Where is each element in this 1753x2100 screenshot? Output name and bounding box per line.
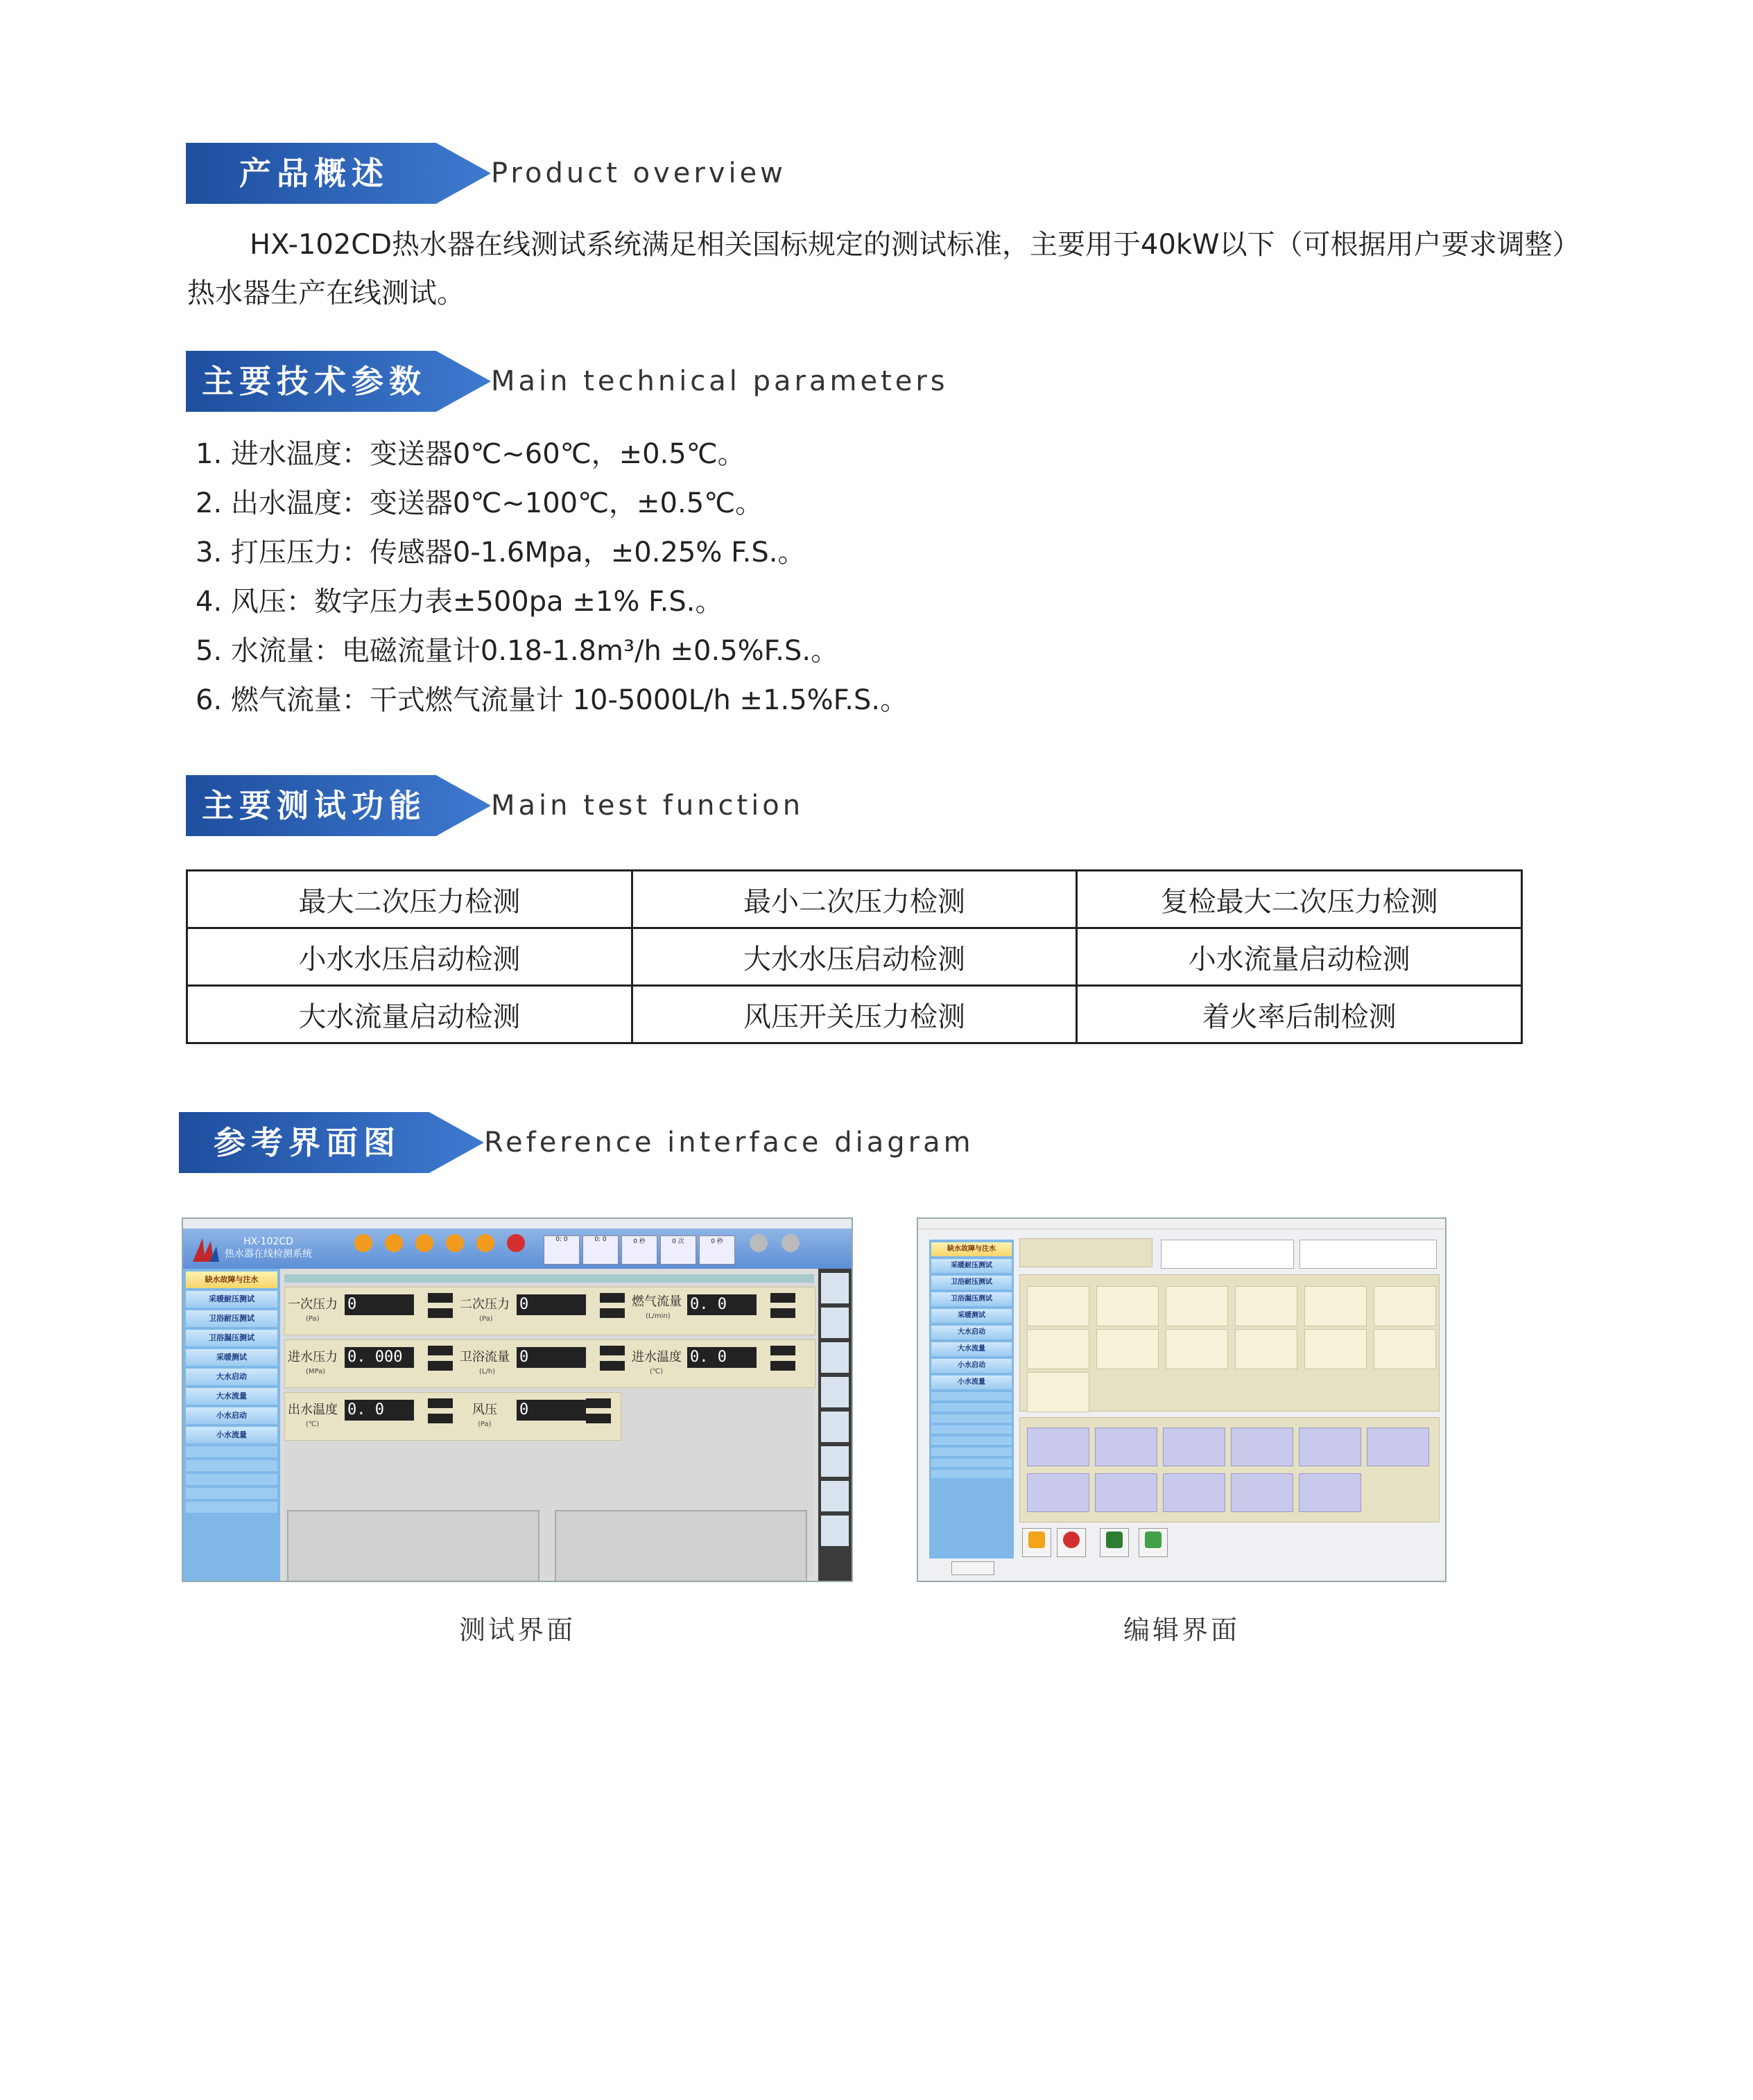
- limit-display: [600, 1361, 625, 1371]
- limit-display: [428, 1414, 453, 1423]
- reading-label: 进水温度: [632, 1350, 682, 1364]
- param-card: [1096, 1286, 1159, 1326]
- logo-icon: [190, 1234, 221, 1265]
- limit-card: [1163, 1428, 1225, 1466]
- param-item: 3. 打压压力：传感器0-1.6Mpa，±0.25% F.S.。: [196, 537, 806, 569]
- sidebar-empty-slot: [186, 1502, 277, 1513]
- sidebar-item[interactable]: 大水流量: [186, 1388, 277, 1405]
- limit-display: [770, 1346, 795, 1355]
- table-cell: 最大二次压力检测: [187, 871, 632, 928]
- timer-display: 0: 0: [582, 1235, 619, 1265]
- table-cell: 复检最大二次压力检测: [1077, 871, 1522, 928]
- log-box-right: [555, 1510, 807, 1582]
- sidebar-empty-slot: [186, 1488, 277, 1499]
- model-info-area: [1019, 1238, 1152, 1267]
- edit-sidebar: [929, 1240, 1014, 1559]
- sidebar-empty-slot: [931, 1414, 1012, 1423]
- params-subtitle: Main technical parameters: [491, 365, 949, 397]
- reading-display: 0. 000: [345, 1347, 414, 1368]
- parameter-area: [1019, 1274, 1440, 1412]
- param-card: [1096, 1329, 1159, 1369]
- table-cell: 最小二次压力检测: [632, 871, 1077, 928]
- limit-card: [1367, 1428, 1429, 1466]
- sidebar-item[interactable]: 大水启动: [931, 1326, 1012, 1339]
- param-card: [1027, 1329, 1089, 1369]
- param-card: [1235, 1329, 1297, 1369]
- functions-subtitle: Main test function: [491, 790, 804, 822]
- limit-card: [1027, 1473, 1089, 1512]
- table-row: [187, 986, 1522, 1043]
- sidebar-item[interactable]: 卫浴耐压测试: [186, 1310, 277, 1327]
- sidebar-item[interactable]: 采暖测试: [186, 1349, 277, 1366]
- sidebar-item[interactable]: 小水启动: [186, 1407, 277, 1424]
- limit-card: [1231, 1428, 1293, 1466]
- limit-display: [428, 1346, 453, 1355]
- reference-title: 参考界面图: [214, 1124, 401, 1161]
- limit-card: [1095, 1473, 1157, 1512]
- requirement-box[interactable]: [1299, 1240, 1437, 1269]
- test-sidebar: [183, 1269, 280, 1581]
- functions-title: 主要测试功能: [202, 787, 426, 824]
- readings-row-3: [284, 1392, 621, 1441]
- param-item: 4. 风压：数字压力表±500pa ±1% F.S.。: [196, 586, 723, 618]
- toolbar-button[interactable]: [411, 1234, 438, 1253]
- limit-card: [1095, 1428, 1157, 1466]
- functions-table: [186, 869, 1523, 1044]
- sidebar-item[interactable]: 卫浴耐压测试: [931, 1276, 1012, 1290]
- sidebar-item[interactable]: 卫浴漏压测试: [931, 1292, 1012, 1306]
- param-card: [1166, 1329, 1228, 1369]
- table-row: [187, 928, 1522, 986]
- tool-button[interactable]: [821, 1273, 849, 1303]
- status-light-icon: [777, 1234, 804, 1253]
- toolbar-button[interactable]: [472, 1234, 499, 1253]
- timer-display: 0 秒: [699, 1235, 735, 1265]
- sidebar-empty-slot: [931, 1403, 1012, 1412]
- sidebar-empty-slot: [931, 1425, 1012, 1434]
- limit-card: [1299, 1428, 1361, 1466]
- window-titlebar: [183, 1219, 852, 1229]
- sidebar-item[interactable]: 大水启动: [186, 1369, 277, 1385]
- limit-display: [586, 1398, 611, 1408]
- sidebar-item[interactable]: 小水启动: [931, 1359, 1012, 1373]
- save-button[interactable]: [1022, 1528, 1051, 1557]
- params-title: 主要技术参数: [202, 363, 426, 400]
- limit-display: [770, 1361, 795, 1371]
- sidebar-item[interactable]: 小水流量: [186, 1427, 277, 1443]
- timer-display: 0 秒: [621, 1235, 657, 1265]
- limit-card: [1299, 1473, 1361, 1512]
- param-item: 5. 水流量：电磁流量计0.18-1.8m³/h ±0.5%F.S.。: [196, 635, 839, 667]
- table-cell: 大水水压启动检测: [632, 928, 1077, 986]
- back-button[interactable]: [951, 1561, 994, 1575]
- limit-card: [1231, 1473, 1293, 1512]
- close-button[interactable]: [502, 1234, 530, 1253]
- tool-button[interactable]: [821, 1516, 849, 1546]
- app-title: HX-102CD 热水器在线检测系统: [225, 1236, 312, 1260]
- limit-card: [1027, 1428, 1089, 1466]
- param-card: [1374, 1329, 1436, 1369]
- test-interface-screenshot: [182, 1217, 853, 1582]
- table-cell: 风压开关压力检测: [632, 986, 1077, 1043]
- reading-display: 0: [517, 1400, 586, 1421]
- limit-display: [586, 1414, 611, 1423]
- reading-label: 二次压力: [460, 1297, 510, 1312]
- export-button[interactable]: [1100, 1528, 1129, 1557]
- test-main-area: [284, 1274, 814, 1577]
- edit-interface-screenshot: [917, 1217, 1447, 1582]
- param-item: 1. 进水温度：变送器0℃~60℃，±0.5℃。: [196, 438, 745, 470]
- limit-area: [1019, 1417, 1440, 1522]
- edit-caption: 编辑界面: [1123, 1615, 1241, 1645]
- sidebar-item[interactable]: 采暖测试: [931, 1309, 1012, 1323]
- right-toolbar: [818, 1269, 852, 1581]
- reading-display: 0. 0: [687, 1294, 757, 1315]
- sidebar-empty-slot: [186, 1474, 277, 1485]
- tool-button[interactable]: [821, 1377, 849, 1407]
- reading-label: 卫浴流量: [460, 1350, 510, 1364]
- param-item: 2. 出水温度：变送器0℃~100℃，±0.5℃。: [196, 487, 763, 519]
- sidebar-empty-slot: [931, 1470, 1012, 1478]
- table-row: [187, 871, 1522, 928]
- tool-button[interactable]: [821, 1481, 849, 1511]
- reference-subtitle: Reference interface diagram: [484, 1127, 974, 1159]
- tool-button[interactable]: [821, 1342, 849, 1373]
- sidebar-empty-slot: [186, 1446, 277, 1457]
- table-cell: 大水流量启动检测: [187, 986, 632, 1043]
- sidebar-empty-slot: [186, 1460, 277, 1471]
- limit-display: [428, 1293, 453, 1303]
- reading-unit: (L/min): [646, 1312, 671, 1320]
- limit-display: [770, 1293, 795, 1303]
- tool-button[interactable]: [821, 1446, 849, 1477]
- reading-display: 0. 0: [345, 1400, 414, 1421]
- param-card: [1027, 1372, 1089, 1412]
- reading-unit: (Pa): [306, 1315, 320, 1323]
- reading-unit: (Pa): [479, 1315, 493, 1323]
- limit-display: [600, 1308, 625, 1318]
- toolbar-button[interactable]: [349, 1234, 377, 1253]
- limit-card: [1163, 1473, 1225, 1512]
- reading-display: 0: [517, 1294, 586, 1315]
- sidebar-empty-slot: [931, 1437, 1012, 1445]
- reading-label: 一次压力: [288, 1297, 338, 1312]
- sidebar-empty-slot: [931, 1459, 1012, 1467]
- sidebar-item[interactable]: 采暖耐压测试: [186, 1291, 277, 1308]
- params-list: [196, 430, 908, 725]
- reading-unit: (MPa): [306, 1368, 326, 1376]
- reading-label: 风压: [472, 1403, 497, 1417]
- param-item: 6. 燃气流量：干式燃气流量计 10-5000L/h ±1.5%F.S.。: [196, 684, 908, 716]
- sidebar-item[interactable]: 卫浴漏压测试: [186, 1330, 277, 1346]
- sidebar-empty-slot: [931, 1448, 1012, 1456]
- toolbar-button[interactable]: [441, 1234, 469, 1253]
- overview-subtitle: Product overview: [491, 157, 786, 189]
- limit-display: [428, 1398, 453, 1408]
- reading-unit: (L/h): [479, 1368, 496, 1376]
- app-header: [183, 1229, 852, 1269]
- param-card: [1235, 1286, 1297, 1326]
- download-button[interactable]: [1139, 1528, 1168, 1557]
- table-cell: 小水流量启动检测: [1077, 928, 1522, 986]
- status-strip: [284, 1274, 814, 1283]
- log-box-left: [287, 1510, 539, 1582]
- limit-display: [428, 1308, 453, 1318]
- toolbar-button[interactable]: [380, 1234, 408, 1253]
- readings-row-2: [284, 1339, 815, 1388]
- overview-text: HX-102CD热水器在线测试系统满足相关国标规定的测试标准，主要用于40kW以下（可根据用户要求调整）热水器生产在线测试。: [187, 229, 1566, 309]
- table-cell: 着火率后制检测: [1077, 986, 1522, 1043]
- param-card: [1304, 1286, 1367, 1326]
- table-cell: 小水水压启动检测: [187, 928, 632, 986]
- reading-unit: (℃): [306, 1421, 320, 1428]
- sidebar-item[interactable]: 大水流量: [931, 1342, 1012, 1356]
- window-titlebar: [918, 1219, 1445, 1229]
- param-card: [1027, 1286, 1089, 1326]
- timer-display: 0 次: [660, 1235, 696, 1265]
- delete-button[interactable]: [1057, 1528, 1086, 1557]
- reading-label: 燃气流量: [632, 1294, 682, 1309]
- reading-unit: (Pa): [478, 1421, 492, 1428]
- reading-display: 0: [517, 1347, 586, 1368]
- readings-row-1: [284, 1287, 815, 1335]
- test-caption: 测试界面: [459, 1615, 576, 1645]
- tool-button[interactable]: [821, 1308, 849, 1338]
- limit-display: [770, 1308, 795, 1318]
- overview-title: 产品概述: [239, 155, 389, 192]
- limit-display: [428, 1361, 453, 1371]
- sidebar-empty-slot: [931, 1392, 1012, 1400]
- sidebar-item[interactable]: 采暖耐压测试: [931, 1259, 1012, 1273]
- limit-display: [600, 1346, 625, 1355]
- reading-label: 出水温度: [288, 1403, 338, 1417]
- requirement-box[interactable]: [1161, 1240, 1294, 1269]
- reading-display: 0: [345, 1294, 414, 1315]
- timer-display: 0: 0: [544, 1235, 580, 1265]
- reading-label: 进水压力: [288, 1350, 338, 1364]
- tool-button[interactable]: [821, 1412, 849, 1442]
- reading-display: 0. 0: [687, 1347, 757, 1368]
- sidebar-item[interactable]: 小水流量: [931, 1376, 1012, 1389]
- limit-display: [600, 1293, 625, 1303]
- param-card: [1166, 1286, 1228, 1326]
- param-card: [1374, 1286, 1436, 1326]
- param-card: [1304, 1329, 1367, 1369]
- reading-unit: (℃): [650, 1368, 664, 1376]
- status-light-icon: [745, 1234, 772, 1253]
- sidebar-item[interactable]: 缺水故障与注水: [931, 1242, 1012, 1256]
- sidebar-item[interactable]: 缺水故障与注水: [186, 1272, 277, 1288]
